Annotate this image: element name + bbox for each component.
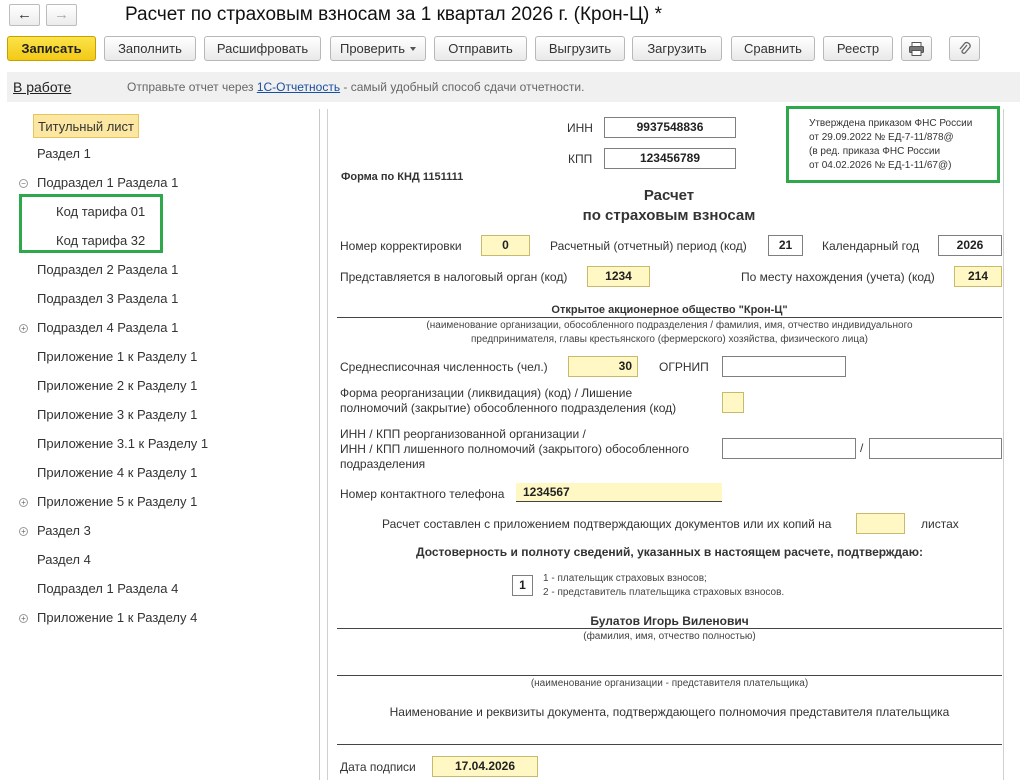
highlight-box	[19, 194, 163, 253]
org-name-underline	[337, 317, 1002, 318]
headcount-label: Среднесписочная численность (чел.)	[340, 360, 548, 374]
tree-item-subsection-2-1[interactable]: Подраздел 2 Раздела 1	[37, 262, 179, 277]
sheets-field[interactable]	[856, 513, 905, 534]
reorg-inn-label-1: ИНН / КПП реорганизованной организации /	[340, 427, 586, 441]
ogrnip-label: ОГРНИП	[659, 360, 709, 374]
tree-item-appendix-4[interactable]: Приложение 4 к Разделу 1	[37, 465, 198, 480]
approval-note	[786, 106, 1000, 183]
window-title: Расчет по страховым взносам за 1 квартал 2026 г. (Крон-Ц) *	[125, 4, 663, 25]
signer-underline	[337, 628, 1002, 629]
collapse-icon[interactable]: −	[19, 179, 28, 188]
chevron-down-icon	[410, 47, 416, 51]
reorg-inn-label-3: подразделения	[340, 457, 426, 471]
doc-underline	[337, 744, 1002, 745]
tree-item-section-3[interactable]: Раздел 3	[37, 523, 91, 538]
decode-button[interactable]: Расшифровать	[204, 36, 321, 61]
tree-item-subsection-3-1[interactable]: Подраздел 3 Раздела 1	[37, 291, 179, 306]
knd-label: Форма по КНД 1151111	[341, 171, 464, 183]
tax-organ-label: Представляется в налоговый орган (код)	[340, 270, 568, 284]
tree-item-subsection-1-1[interactable]: Подраздел 1 Раздела 1	[37, 175, 179, 190]
ogrnip-field[interactable]	[722, 356, 846, 377]
paperclip-icon	[958, 41, 972, 57]
confirm-option-1: 1 - плательщик страховых взносов;	[543, 573, 707, 584]
reorg-slash: /	[860, 441, 864, 455]
confirm-option-2: 2 - представитель плательщика страховых взносов.	[543, 587, 785, 598]
location-field[interactable]: 214	[954, 266, 1002, 287]
check-dropdown-button[interactable]	[330, 36, 426, 61]
expand-icon[interactable]: +	[19, 614, 28, 623]
signer-name[interactable]: Булатов Игорь Виленович	[590, 614, 749, 628]
tax-organ-field[interactable]: 1234	[587, 266, 650, 287]
sign-date-field[interactable]: 17.04.2026	[432, 756, 538, 777]
org-caption-2: предпринимателя, главы крестьянского (фермерского) хозяйства, физического лица)	[471, 334, 868, 345]
back-button[interactable]	[9, 4, 40, 26]
registry-button[interactable]: Реестр	[823, 36, 893, 61]
tree-item-appendix-5[interactable]: Приложение 5 к Разделу 1	[37, 494, 198, 509]
approval-line-2: от 29.09.2022 № ЕД-7-11/878@	[809, 132, 954, 143]
correction-field[interactable]: 0	[481, 235, 530, 256]
phone-field[interactable]: 1234567	[516, 483, 722, 502]
tree-item-appendix-3-1[interactable]: Приложение 3.1 к Разделу 1	[37, 436, 209, 451]
signer-caption: (фамилия, имя, отчество полностью)	[583, 631, 756, 642]
check-button-label: Проверить	[339, 41, 405, 56]
rep-underline	[337, 675, 1002, 676]
load-button[interactable]: Загрузить	[632, 36, 722, 61]
expand-icon[interactable]: +	[19, 324, 28, 333]
forward-button[interactable]	[46, 4, 77, 26]
tree-item-appendix-1[interactable]: Приложение 1 к Разделу 1	[37, 349, 198, 364]
tree-item-section-4[interactable]: Раздел 4	[37, 552, 91, 567]
approval-line-4: от 04.02.2026 № ЕД-1-11/67@)	[809, 160, 952, 171]
tree-item-tariff-01[interactable]: Код тарифа 01	[56, 204, 146, 219]
form-right-edge	[1003, 109, 1004, 780]
status-in-work-link[interactable]: В работе	[13, 79, 72, 95]
tree-item-appendix-1-4[interactable]: Приложение 1 к Разделу 4	[37, 610, 198, 625]
headcount-field[interactable]: 30	[568, 356, 638, 377]
phone-label: Номер контактного телефона	[340, 487, 505, 501]
send-button[interactable]: Отправить	[434, 36, 527, 61]
tree-item-title-page[interactable]: Титульный лист	[33, 114, 139, 138]
doc-caption: Наименование и реквизиты документа, подтверждающего полномочия представителя плательщика	[389, 705, 950, 719]
reorg-label-2: полномочий (закрытие) обособленного подразделения (код)	[340, 401, 677, 415]
reporting-link[interactable]: 1С-Отчетность	[256, 80, 341, 94]
status-msg-after: - самый удобный способ сдачи отчетности.	[340, 80, 585, 94]
status-message	[127, 80, 584, 94]
upload-button[interactable]: Выгрузить	[535, 36, 625, 61]
reorg-code-field[interactable]	[722, 392, 744, 413]
arrow-left-icon: ←	[17, 6, 32, 23]
tree-item-appendix-3[interactable]: Приложение 3 к Разделу 1	[37, 407, 198, 422]
tree-item-subsection-1-4[interactable]: Подраздел 1 Раздела 4	[37, 581, 179, 596]
year-field[interactable]: 2026	[938, 235, 1002, 256]
period-field[interactable]: 21	[768, 235, 803, 256]
confirm-code-field[interactable]: 1	[512, 575, 533, 596]
reorg-inn-label-2: ИНН / КПП лишенного полномочий (закрытого) обособленного	[340, 442, 690, 456]
approval-line-3: (в ред. приказа ФНС России	[809, 146, 941, 157]
status-bar	[7, 72, 1020, 102]
reorg-kpp-field[interactable]	[869, 438, 1002, 459]
correction-label: Номер корректировки	[340, 239, 462, 253]
org-caption-1: (наименование организации, обособленного подразделения / фамилия, имя, отчество индивидуального	[426, 320, 913, 331]
inn-label: ИНН	[567, 121, 593, 135]
save-button[interactable]: Записать	[7, 36, 96, 61]
tree-item-appendix-2[interactable]: Приложение 2 к Разделу 1	[37, 378, 198, 393]
reorg-inn-field[interactable]	[722, 438, 856, 459]
expand-icon[interactable]: +	[19, 498, 28, 507]
kpp-field[interactable]: 123456789	[604, 148, 736, 169]
year-label: Календарный год	[822, 239, 920, 253]
sign-date-label: Дата подписи	[340, 760, 416, 774]
period-label: Расчетный (отчетный) период (код)	[550, 239, 747, 253]
reorg-label-1: Форма реорганизации (ликвидация) (код) / Лишение	[340, 386, 633, 400]
tree-item-tariff-32[interactable]: Код тарифа 32	[56, 233, 146, 248]
expand-icon[interactable]: +	[19, 527, 28, 536]
org-name[interactable]: Открытое акционерное общество "Крон-Ц"	[551, 304, 788, 316]
tree-item-section-1[interactable]: Раздел 1	[37, 146, 91, 161]
status-msg-before: Отправьте отчет через	[127, 80, 257, 94]
rep-caption: (наименование организации - представителя плательщика)	[530, 678, 809, 689]
printer-icon	[909, 42, 924, 56]
tree-item-subsection-4-1[interactable]: Подраздел 4 Раздела 1	[37, 320, 179, 335]
fill-button[interactable]: Заполнить	[104, 36, 196, 61]
form-subtitle: по страховым взносам	[582, 207, 756, 224]
print-button[interactable]	[901, 36, 932, 61]
panel-divider	[327, 109, 328, 780]
inn-field[interactable]: 9937548836	[604, 117, 736, 138]
kpp-label: КПП	[568, 152, 593, 166]
form-title: Расчет	[643, 187, 695, 204]
attach-label: Расчет составлен с приложением подтверждающих документов или их копий на	[382, 517, 832, 531]
approval-line-1: Утверждена приказом ФНС России	[809, 118, 973, 129]
confirm-title: Достоверность и полноту сведений, указанных в настоящем расчете, подтверждаю:	[416, 545, 923, 559]
attach-button[interactable]	[949, 36, 980, 61]
location-label: По месту нахождения (учета) (код)	[741, 270, 935, 284]
sheets-label: листах	[921, 517, 959, 531]
arrow-right-icon: →	[54, 6, 69, 23]
compare-button[interactable]: Сравнить	[731, 36, 815, 61]
